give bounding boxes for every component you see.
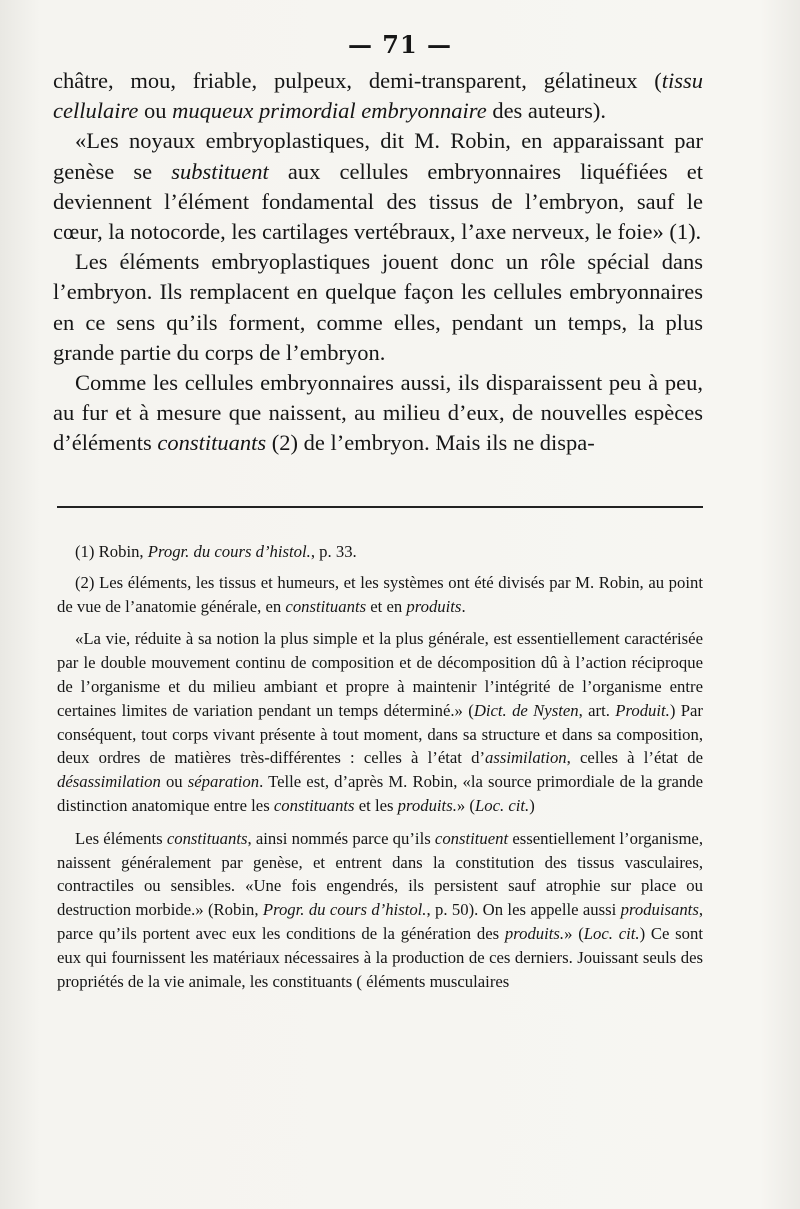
italic-run: désassimilation bbox=[57, 772, 161, 792]
italic-run: constituants bbox=[157, 430, 267, 456]
italic-run: Dict. de Nysten bbox=[473, 700, 579, 720]
text-run: «Les noyaux embryoplastiques, dit M. Robin, en apparaissant par genèse se bbox=[53, 128, 703, 184]
footnote-separator bbox=[57, 506, 703, 508]
italic-run: constituants bbox=[285, 596, 367, 616]
italic-run: produits. bbox=[504, 923, 565, 943]
text-run: , celles à l’état de bbox=[566, 748, 703, 768]
text-run: ) Par conséquent, tout corps vivant présente à tout moment, dans sa structure et dans sa composition, deux ordres de matières très-différentes : celles à l’état d’ bbox=[57, 700, 703, 768]
paragraph-3: Les éléments embryoplastiques jouent donc un rôle spécial dans l’embryon. Ils remplacent en quelque façon les cellules embryonnaires en ce sens qu’ils forment, comme elles, pendant un temps, la plus grande partie du corps de l’embryon. bbox=[53, 249, 703, 365]
paragraph-2 bbox=[53, 126, 703, 247]
text-run: (1) Robin, bbox=[75, 542, 148, 561]
text-run: Les éléments bbox=[75, 828, 167, 848]
text-run: » ( bbox=[564, 923, 584, 943]
italic-run: constituants bbox=[166, 828, 248, 848]
italic-run: Loc. cit. bbox=[583, 923, 640, 943]
text-run: , p. 50). On les appelle aussi bbox=[426, 900, 621, 920]
italic-run: produits bbox=[406, 596, 462, 616]
italic-run: Progr. du cours d’histol. bbox=[147, 542, 311, 561]
text-run: (2) de l’embryon. Mais ils ne dispa- bbox=[266, 430, 595, 456]
text-run: des auteurs). bbox=[486, 98, 607, 124]
text-run: châtre, mou, friable, pulpeux, demi-transparent, gélatineux ( bbox=[53, 68, 662, 93]
text-run: «La vie, réduite à sa notion la plus simple et la plus générale, est essentiellement caractérisée par le double mouvement continu de composition et de décomposition dû à l’action réciproque de l’organisme et du milieu ambiant et propre à maintenir l’intégrité de l’organisme entre certaines limites de variation pendant un temps déterminé.» ( bbox=[57, 629, 703, 720]
italic-run: substituent bbox=[171, 158, 269, 184]
italic-run: produits. bbox=[397, 795, 457, 815]
italic-run: Produit. bbox=[615, 700, 670, 720]
text-run: Comme les cellules embryonnaires aussi, ils disparaissent peu à peu, au fur et à mesure que naissent, au milieu d’eux, de nouvelles espèces d’éléments bbox=[53, 370, 703, 456]
text-run: . Telle est, d’après M. Robin, «la source primordiale de la grande distinction anatomique entre les bbox=[57, 772, 703, 815]
text-run: » ( bbox=[456, 795, 475, 815]
text-run: ou bbox=[160, 772, 188, 792]
italic-run: Loc. cit. bbox=[474, 795, 530, 815]
text-run: et les bbox=[354, 795, 398, 815]
footnote-2 bbox=[57, 571, 703, 619]
main-text bbox=[53, 66, 703, 459]
text-run: . bbox=[461, 596, 466, 616]
footnote-1 bbox=[57, 540, 703, 564]
text-run: et en bbox=[366, 596, 407, 616]
italic-run: muqueux primordial embryonnaire bbox=[172, 98, 487, 124]
italic-run: séparation bbox=[187, 772, 260, 792]
text-run: , ainsi nommés parce qu’ils bbox=[247, 828, 435, 848]
footnote-2-continued bbox=[57, 627, 703, 817]
text-run: ) bbox=[529, 795, 535, 815]
text-run: (2) Les éléments, les tissus et humeurs, et les systèmes ont été divisés par M. Robin, au point de vue de l’anatomie générale, en bbox=[57, 572, 703, 616]
text-run: ou bbox=[138, 98, 173, 124]
footnote-2-continued-2 bbox=[57, 827, 703, 994]
page-number: — 71 — bbox=[347, 30, 453, 59]
paragraph-1 bbox=[53, 66, 703, 126]
italic-run: assimilation bbox=[485, 748, 567, 768]
text-run: , p. 33. bbox=[310, 542, 357, 561]
italic-run: produisants bbox=[620, 900, 699, 920]
footnotes bbox=[57, 540, 703, 993]
text-run: , parce qu’ils portent avec eux les conditions de la génération des bbox=[57, 900, 703, 943]
text-run: essentiellement l’organisme, naissent généralement par genèse, et entrent dans la constitution des tissus vasculaires, contractiles ou sensibles. «Une fois engendrés, ils persistent sauf atrophie sur place ou destruction morbide.» (Robin, bbox=[57, 828, 704, 920]
italic-run: tissu cellulaire bbox=[53, 68, 703, 124]
italic-run: constituent bbox=[434, 828, 509, 848]
italic-run: constituants bbox=[273, 795, 355, 815]
text-run: , art. bbox=[578, 700, 616, 720]
paragraph-4 bbox=[53, 368, 703, 459]
italic-run: Progr. du cours d’histol. bbox=[262, 900, 427, 920]
text-run: ) Ce sont eux qui fournissent les matériaux nécessaires à la production de ces derniers. Jouissant seuls des propriétés de la vie animale, les constituants ( éléments musculaires bbox=[57, 923, 703, 991]
text-run: aux cellules embryonnaires liquéfiées et deviennent l’élément fondamental des tissus de l’embryon, sauf le cœur, la notocorde, les cartilages vertébraux, l’axe nerveux, le foie» (1). bbox=[53, 158, 703, 245]
